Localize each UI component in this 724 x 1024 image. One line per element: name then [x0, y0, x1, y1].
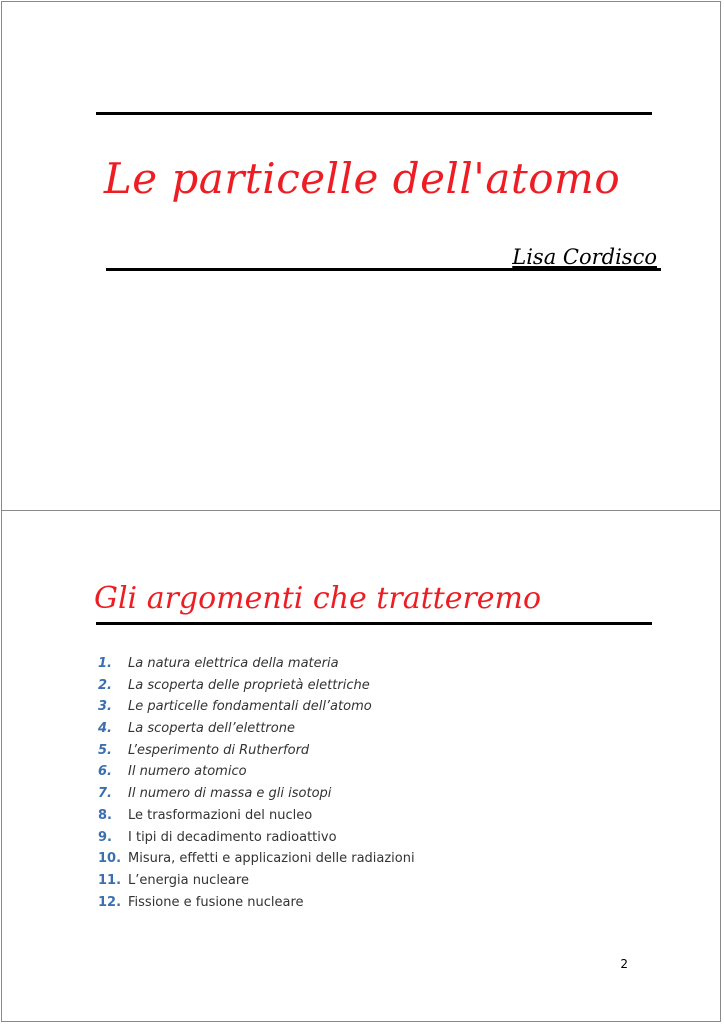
list-item: 3. Le particelle fondamentali dell’atomo [98, 699, 372, 715]
topics-slide [1, 511, 721, 1022]
top-rule [96, 112, 652, 115]
list-item: 4. La scoperta dell’elettrone [98, 721, 295, 737]
list-item: 2. La scoperta delle proprietà elettriche [98, 677, 370, 693]
page-number: 2 [620, 957, 628, 971]
list-item: 11. L’energia nucleare [98, 872, 249, 888]
list-item: 7. Il numero di massa e gli isotopi [98, 786, 332, 802]
topics-list [98, 653, 415, 913]
list-item: 12. Fissione e fusione nucleare [98, 894, 304, 910]
list-item: 9. I tipi di decadimento radioattivo [98, 829, 337, 845]
title-slide [1, 1, 721, 511]
topics-title: Gli argomenti che tratteremo [94, 581, 542, 616]
list-item: 1. La natura elettrica della materia [98, 656, 339, 671]
slide-title: Le particelle dell'atomo [103, 154, 621, 203]
topics-rule [96, 622, 652, 625]
author-name: Lisa Cordisco [512, 245, 657, 269]
list-item: 8. Le trasformazioni del nucleo [98, 807, 313, 823]
list-item: 5. L’esperimento di Rutherford [98, 742, 310, 758]
list-item: 6. Il numero atomico [98, 764, 247, 780]
list-item: 10. Misura, effetti e applicazioni delle radiazioni [98, 851, 415, 867]
